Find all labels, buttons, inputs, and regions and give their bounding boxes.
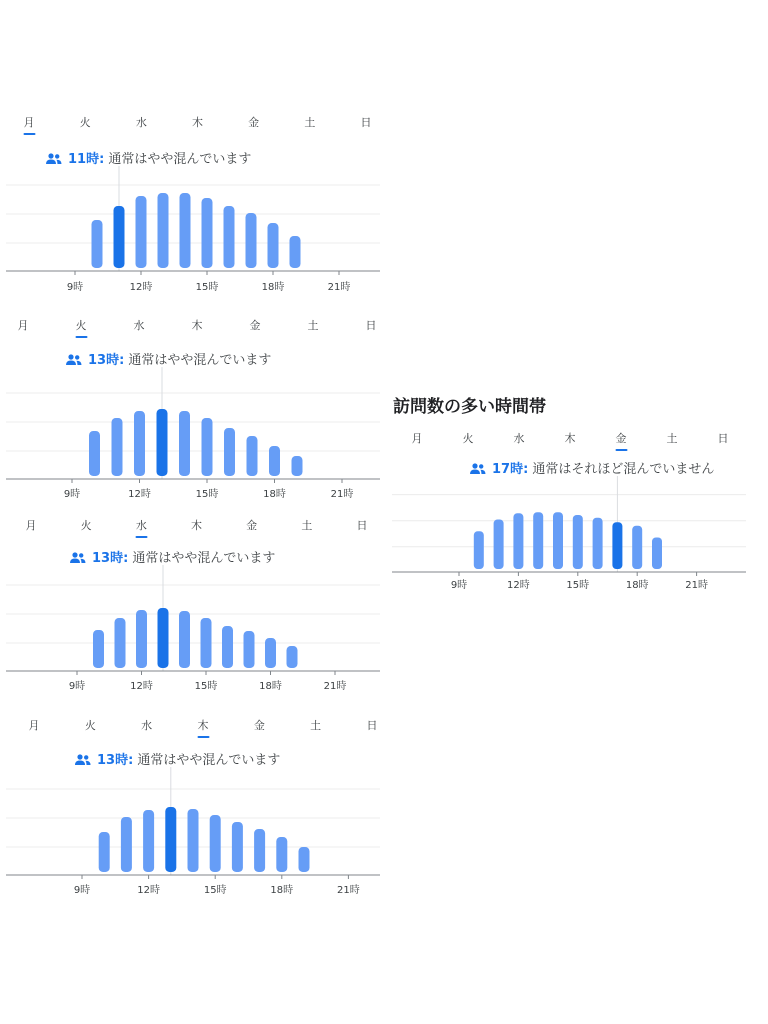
bar[interactable]	[224, 428, 235, 476]
bar[interactable]	[202, 198, 213, 268]
day-tab[interactable]: 水	[135, 116, 147, 129]
bar[interactable]	[265, 638, 276, 668]
popular-times-panel	[6, 717, 382, 907]
day-tab[interactable]: 火	[462, 432, 474, 445]
status-text: 通常はやや混んでいます	[128, 551, 276, 566]
status-time: 11時:	[68, 152, 105, 167]
status-time: 13時:	[88, 353, 125, 368]
bar[interactable]	[89, 431, 100, 476]
popular-times-chart	[6, 517, 382, 703]
status-time: 13時:	[92, 551, 129, 566]
day-tab[interactable]: 日	[356, 519, 368, 532]
bar[interactable]	[180, 193, 191, 268]
x-tick-label: 21時	[327, 282, 351, 293]
bar[interactable]	[121, 817, 132, 872]
bar[interactable]	[232, 822, 243, 872]
bar[interactable]	[292, 456, 303, 476]
bar-highlighted[interactable]	[158, 608, 169, 668]
bar[interactable]	[553, 512, 563, 569]
x-tick-label: 21時	[685, 580, 708, 591]
bar[interactable]	[210, 815, 221, 872]
x-tick-label: 18時	[259, 681, 282, 692]
day-tab[interactable]: 木	[191, 319, 203, 332]
bar-highlighted[interactable]	[165, 807, 176, 872]
x-tick-label: 9時	[73, 885, 91, 896]
x-tick-label: 21時	[337, 885, 360, 896]
bar[interactable]	[202, 418, 213, 476]
day-tab[interactable]: 土	[304, 116, 316, 129]
bar[interactable]	[632, 526, 642, 569]
day-tab[interactable]: 月	[23, 116, 35, 129]
bar[interactable]	[224, 206, 235, 268]
x-tick-label: 15時	[195, 282, 219, 293]
popular-times-chart	[6, 114, 382, 304]
bar[interactable]	[136, 196, 147, 268]
bar[interactable]	[652, 538, 662, 570]
popular-times-chart	[392, 430, 748, 602]
x-tick-label: 15時	[195, 489, 219, 500]
bar[interactable]	[158, 193, 169, 268]
bar[interactable]	[188, 809, 199, 872]
day-tab[interactable]: 金	[253, 719, 265, 732]
bar[interactable]	[494, 520, 504, 570]
x-tick-label: 12時	[129, 282, 153, 293]
x-tick-label: 9時	[450, 580, 468, 591]
x-tick-label: 12時	[128, 489, 151, 500]
day-tab[interactable]: 木	[197, 719, 209, 732]
day-tab[interactable]: 金	[615, 432, 627, 445]
day-tab[interactable]: 月	[17, 319, 29, 332]
bar[interactable]	[112, 418, 123, 476]
x-tick-label: 18時	[270, 885, 294, 896]
bar[interactable]	[136, 610, 147, 668]
day-tab[interactable]: 火	[80, 519, 92, 532]
status-text: 通常はそれほど混んでいません	[528, 462, 715, 477]
bar[interactable]	[222, 626, 233, 668]
x-tick-label: 15時	[203, 885, 227, 896]
popular-times-panel	[392, 430, 748, 602]
popular-times-chart	[6, 317, 382, 511]
status-time: 13時:	[97, 753, 134, 768]
bar[interactable]	[99, 832, 110, 872]
x-tick-label: 15時	[566, 580, 590, 591]
day-tab[interactable]: 日	[366, 719, 378, 732]
status-text: 通常はやや混んでいます	[133, 753, 281, 768]
bar[interactable]	[115, 618, 126, 668]
status-text: 通常はやや混んでいます	[104, 152, 252, 167]
day-tab[interactable]: 水	[513, 432, 525, 445]
x-tick-label: 21時	[323, 681, 347, 692]
day-tab[interactable]: 日	[717, 432, 729, 445]
day-tab[interactable]: 土	[310, 719, 322, 732]
popular-times-panel	[6, 517, 382, 703]
bar[interactable]	[244, 631, 255, 668]
bar[interactable]	[268, 223, 279, 268]
bar[interactable]	[287, 646, 298, 668]
bar-highlighted[interactable]	[157, 409, 168, 476]
bar[interactable]	[513, 513, 523, 569]
bar[interactable]	[276, 837, 287, 872]
bar[interactable]	[134, 411, 145, 476]
bar[interactable]	[573, 515, 583, 569]
x-tick-label: 12時	[507, 580, 530, 591]
bar[interactable]	[254, 829, 265, 872]
day-tab[interactable]: 火	[79, 116, 91, 129]
x-tick-label: 12時	[137, 885, 160, 896]
bar[interactable]	[93, 630, 104, 668]
bar[interactable]	[143, 810, 154, 872]
day-tab[interactable]: 金	[248, 116, 260, 129]
x-tick-label: 21時	[330, 489, 354, 500]
popular-times-panel	[6, 114, 382, 304]
day-tab[interactable]: 土	[666, 432, 678, 445]
bar[interactable]	[246, 213, 257, 268]
popular-times-panel	[6, 317, 382, 511]
x-tick-label: 9時	[68, 681, 86, 692]
day-tab[interactable]: 月	[25, 519, 37, 532]
bar[interactable]	[179, 411, 190, 476]
bar[interactable]	[593, 518, 603, 569]
day-tab[interactable]: 日	[360, 116, 372, 129]
bar-highlighted[interactable]	[612, 522, 622, 569]
day-tab[interactable]: 水	[141, 719, 153, 732]
day-tab[interactable]: 水	[133, 319, 145, 332]
x-tick-label: 12時	[130, 681, 153, 692]
bar[interactable]	[201, 618, 212, 668]
day-tab[interactable]: 金	[249, 319, 261, 332]
x-tick-label: 15時	[194, 681, 218, 692]
section-title: 訪問数の多い時間帯	[393, 397, 546, 417]
day-tab[interactable]: 土	[307, 319, 319, 332]
day-tab[interactable]: 火	[75, 319, 87, 332]
x-tick-label: 18時	[625, 580, 649, 591]
bar[interactable]	[269, 446, 280, 476]
day-tab[interactable]: 火	[84, 719, 96, 732]
x-tick-label: 9時	[63, 489, 81, 500]
day-tab[interactable]: 木	[564, 432, 576, 445]
day-tab[interactable]: 土	[301, 519, 313, 532]
bar[interactable]	[299, 847, 310, 872]
popular-times-chart	[6, 717, 382, 907]
status-time: 17時:	[492, 462, 529, 477]
day-tab[interactable]: 月	[28, 719, 40, 732]
bar[interactable]	[247, 436, 258, 476]
bar[interactable]	[92, 220, 103, 268]
bar-highlighted[interactable]	[114, 206, 125, 268]
x-tick-label: 18時	[263, 489, 286, 500]
day-tab[interactable]: 水	[135, 519, 147, 532]
status-text: 通常はやや混んでいます	[124, 353, 272, 368]
day-tab[interactable]: 木	[191, 519, 202, 532]
day-tab[interactable]: 木	[192, 116, 203, 129]
x-tick-label: 18時	[261, 282, 285, 293]
x-tick-label: 9時	[66, 282, 84, 293]
day-tab[interactable]: 月	[411, 432, 423, 445]
bar[interactable]	[179, 611, 190, 668]
day-tab[interactable]: 日	[365, 319, 377, 332]
bar[interactable]	[474, 531, 484, 569]
day-tab[interactable]: 金	[246, 519, 258, 532]
bar[interactable]	[533, 512, 543, 569]
bar[interactable]	[290, 236, 301, 268]
